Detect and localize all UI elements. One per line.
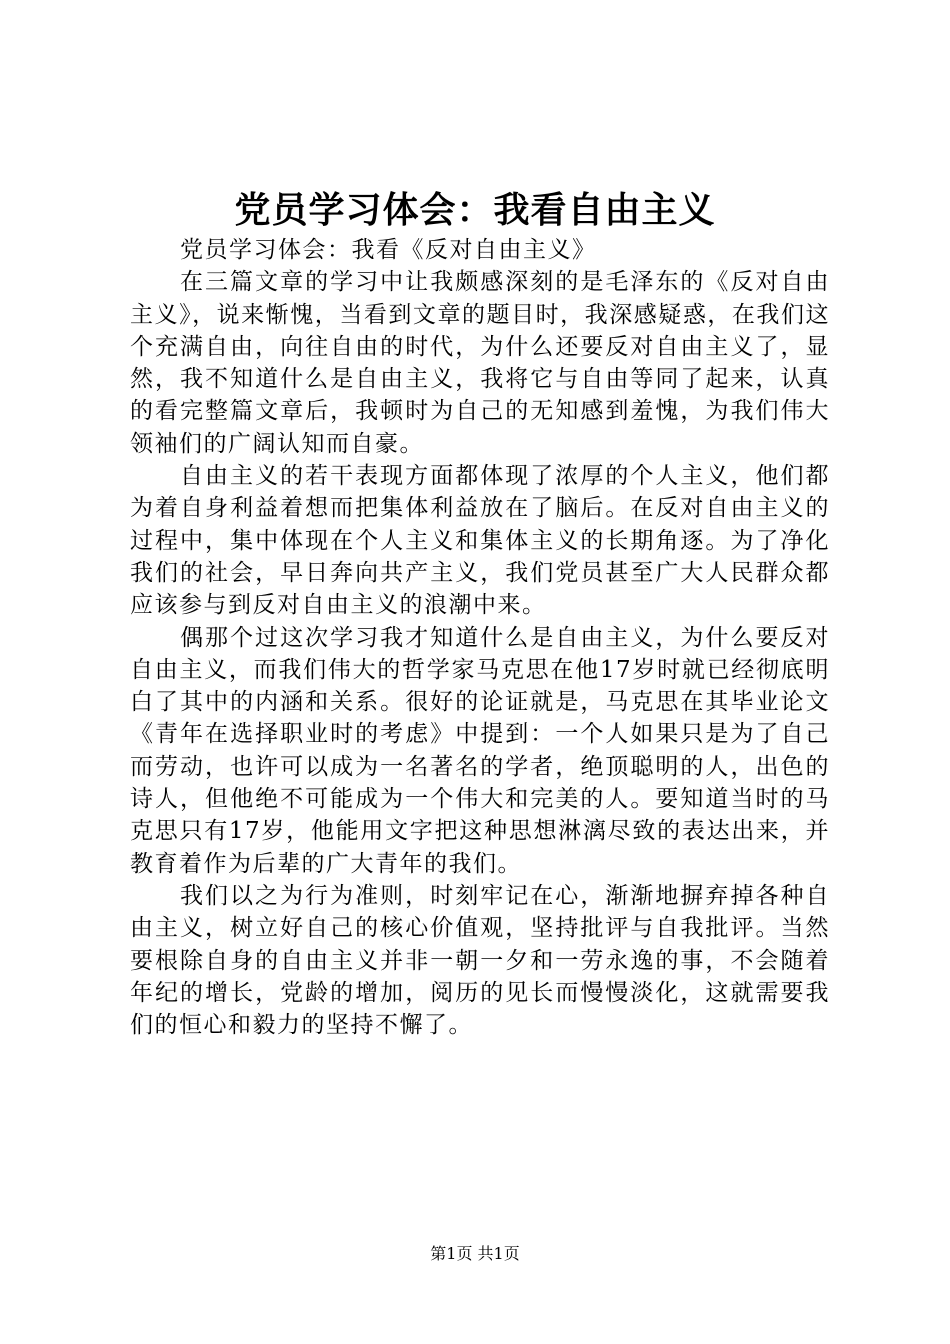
page-number-footer: 第1页 共1页	[430, 1244, 520, 1263]
document-subtitle: 党员学习体会：我看《反对自由主义》	[180, 237, 597, 263]
document-body	[130, 234, 830, 1041]
body-paragraph-1: 在三篇文章的学习中让我颇感深刻的是毛泽东的《反对自由主义》，说来惭愧，当看到文章的题目时，我深感疑惑，在我们这个充满自由，向往自由的时代，为什么还要反对自由主义了，显然，我不知道什么是自由主义，我将它与自由等同了起来，认真的看完整篇文章后，我顿时为自己的无知感到羞愧，为我们伟大领袖们的广阔认知而自豪。	[130, 269, 830, 457]
body-paragraph-3: 偶那个过这次学习我才知道什么是自由主义，为什么要反对自由主义，而我们伟大的哲学家马克思在他17岁时就已经彻底明白了其中的内涵和关系。很好的论证就是，马克思在其毕业论文《青年在选择职业时的考虑》中提到：一个人如果只是为了自己而劳动，也许可以成为一名著名的学者，绝顶聪明的人，出色的诗人，但他绝不可能成为一个伟大和完美的人。要知道当时的马克思只有17岁，他能用文字把这种思想淋漓尽致的表达出来，并教育着作为后辈的广大青年的我们。	[130, 624, 830, 877]
body-paragraph-4: 我们以之为行为准则，时刻牢记在心，渐渐地摒弃掉各种自由主义，树立好自己的核心价值观，坚持批评与自我批评。当然要根除自身的自由主义并非一朝一夕和一劳永逸的事，不会随着年纪的增长，党龄的增加，阅历的见长而慢慢淡化，这就需要我们的恒心和毅力的坚持不懈了。	[130, 882, 830, 1039]
document-title: 党员学习体会：我看自由主义	[234, 189, 716, 231]
body-paragraph-2: 自由主义的若干表现方面都体现了浓厚的个人主义，他们都为着自身利益着想而把集体利益放在了脑后。在反对自由主义的过程中，集中体现在个人主义和集体主义的长期角逐。为了净化我们的社会，早日奔向共产主义，我们党员甚至广大人民群众都应该参与到反对自由主义的浪潮中来。	[130, 463, 830, 619]
